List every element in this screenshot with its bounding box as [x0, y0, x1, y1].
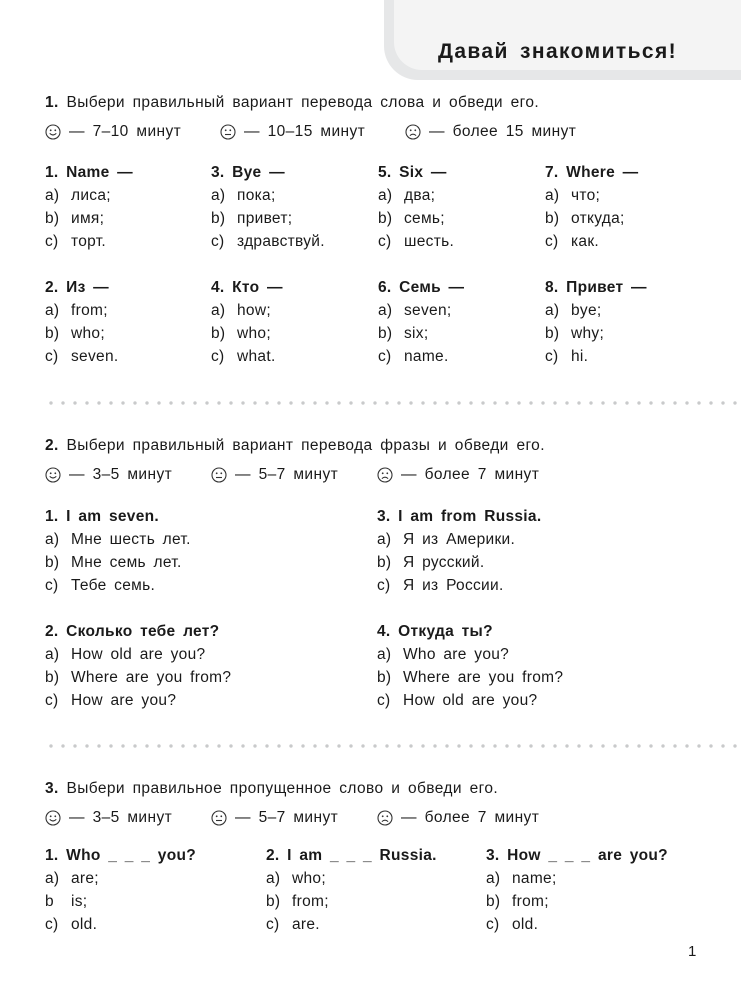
- task2-question-3: [377, 505, 541, 597]
- question-head: 7. Where —: [545, 164, 639, 181]
- answer-option[interactable]: b) Where are you from?: [45, 669, 232, 686]
- smile-face-icon: [45, 810, 61, 826]
- task1-question-6: [378, 276, 464, 368]
- answer-option[interactable]: b is;: [45, 893, 88, 910]
- answer-option[interactable]: c) How old are you?: [377, 692, 538, 709]
- answer-option[interactable]: b) откуда;: [545, 210, 625, 227]
- neutral-face-icon: [220, 124, 236, 140]
- page-number: 1: [688, 943, 697, 960]
- answer-option[interactable]: c) Я из России.: [377, 577, 504, 594]
- answer-option[interactable]: c) old.: [486, 916, 539, 933]
- answer-option[interactable]: a) что;: [545, 187, 601, 204]
- sad-face-icon: [405, 124, 421, 140]
- answer-option[interactable]: b) why;: [545, 325, 605, 342]
- answer-option[interactable]: a) пока;: [211, 187, 276, 204]
- timing-fast: [45, 809, 211, 827]
- question-head: 2. Сколько тебе лет?: [45, 623, 220, 640]
- timing-slow: [377, 466, 539, 484]
- task1-question-7: [545, 161, 638, 253]
- question-head: 2. I am _ _ _ Russia.: [266, 847, 437, 864]
- timing-fast: [45, 466, 211, 484]
- answer-option[interactable]: b) семь;: [378, 210, 445, 227]
- answer-option[interactable]: c) здравствуй.: [211, 233, 325, 250]
- timing-medium: [211, 466, 377, 484]
- answer-option[interactable]: a) name;: [486, 870, 557, 887]
- task-text: Выбери правильный вариант перевода слова и обведи его.: [66, 94, 540, 111]
- answer-option[interactable]: b) привет;: [211, 210, 293, 227]
- question-head: 1. Name —: [45, 164, 133, 181]
- answer-option[interactable]: a) Who are you?: [377, 646, 510, 663]
- sad-face-icon: [377, 810, 393, 826]
- task3-question-2: [266, 844, 437, 936]
- task-text: Выбери правильный вариант перевода фразы и обведи его.: [66, 437, 545, 454]
- task3-instruction: [45, 780, 498, 798]
- task1-question-5: [378, 161, 454, 253]
- timing-text: — 5–7 минут: [235, 466, 339, 483]
- timing-text: — 7–10 минут: [69, 123, 182, 140]
- question-head: 3. Bye —: [211, 164, 285, 181]
- answer-option[interactable]: b) Я русский.: [377, 554, 485, 571]
- question-head: 8. Привет —: [545, 279, 647, 296]
- answer-option[interactable]: a) bye;: [545, 302, 602, 319]
- task-number: 2.: [45, 437, 59, 454]
- task3-question-1: [45, 844, 196, 936]
- question-head: 4. Кто —: [211, 279, 283, 296]
- timing-medium: [211, 809, 377, 827]
- section-divider: [45, 744, 741, 748]
- task2-question-2: [45, 620, 231, 712]
- smile-face-icon: [45, 467, 61, 483]
- answer-option[interactable]: b) six;: [378, 325, 429, 342]
- answer-option[interactable]: b) Мне семь лет.: [45, 554, 182, 571]
- timing-text: — 3–5 минут: [69, 466, 173, 483]
- question-head: 2. Из —: [45, 279, 109, 296]
- task1-instruction: [45, 94, 539, 112]
- neutral-face-icon: [211, 467, 227, 483]
- task2-question-1: [45, 505, 191, 597]
- answer-option[interactable]: a) who;: [266, 870, 326, 887]
- answer-option[interactable]: a) Я из Америки.: [377, 531, 516, 548]
- page-title: Давай знакомиться!: [437, 40, 677, 63]
- neutral-face-icon: [211, 810, 227, 826]
- task1-question-1: [45, 161, 133, 253]
- answer-option[interactable]: a) лиса;: [45, 187, 111, 204]
- answer-option[interactable]: c) Тебе семь.: [45, 577, 156, 594]
- answer-option[interactable]: b) имя;: [45, 210, 105, 227]
- answer-option[interactable]: c) hi.: [545, 348, 589, 365]
- task1-timing: [45, 122, 576, 142]
- answer-option[interactable]: b) Where are you from?: [377, 669, 564, 686]
- timing-text: — 10–15 минут: [244, 123, 366, 140]
- answer-option[interactable]: c) seven.: [45, 348, 119, 365]
- answer-option[interactable]: c) How are you?: [45, 692, 177, 709]
- question-head: 5. Six —: [378, 164, 447, 181]
- question-head: 1. Who _ _ _ you?: [45, 847, 197, 864]
- timing-text: — более 7 минут: [401, 466, 540, 483]
- question-head: 4. Откуда ты?: [377, 623, 493, 640]
- question-head: 1. I am seven.: [45, 508, 160, 525]
- task-number: 1.: [45, 94, 59, 111]
- task2-question-4: [377, 620, 563, 712]
- timing-medium: [220, 123, 405, 141]
- answer-option[interactable]: b) from;: [486, 893, 549, 910]
- task2-timing: [45, 465, 539, 485]
- task1-question-8: [545, 276, 647, 368]
- question-head: 3. I am from Russia.: [377, 508, 542, 525]
- smile-face-icon: [45, 124, 61, 140]
- answer-option[interactable]: a) Мне шесть лет.: [45, 531, 191, 548]
- task1-question-4: [211, 276, 283, 368]
- answer-option[interactable]: b) from;: [266, 893, 329, 910]
- answer-option[interactable]: b) who;: [211, 325, 271, 342]
- answer-option[interactable]: c) name.: [378, 348, 449, 365]
- answer-option[interactable]: c) are.: [266, 916, 320, 933]
- task1-question-2: [45, 276, 118, 368]
- answer-option[interactable]: c) what.: [211, 348, 276, 365]
- answer-option[interactable]: a) seven;: [378, 302, 452, 319]
- answer-option[interactable]: c) шесть.: [378, 233, 455, 250]
- timing-fast: [45, 123, 220, 141]
- answer-option[interactable]: a) from;: [45, 302, 108, 319]
- answer-option[interactable]: b) who;: [45, 325, 105, 342]
- timing-text: — более 7 минут: [401, 809, 540, 826]
- answer-option[interactable]: a) how;: [211, 302, 271, 319]
- answer-option[interactable]: a) How old are you?: [45, 646, 206, 663]
- task3-question-3: [486, 844, 668, 936]
- task2-instruction: [45, 437, 545, 455]
- task3-timing: [45, 808, 539, 828]
- answer-option[interactable]: c) как.: [545, 233, 600, 250]
- task-text: Выбери правильное пропущенное слово и обведи его.: [66, 780, 499, 797]
- section-divider: [45, 401, 741, 405]
- answer-option[interactable]: c) old.: [45, 916, 98, 933]
- answer-option[interactable]: a) два;: [378, 187, 436, 204]
- timing-text: — 3–5 минут: [69, 809, 173, 826]
- task1-question-3: [211, 161, 325, 253]
- sad-face-icon: [377, 467, 393, 483]
- task-number: 3.: [45, 780, 59, 797]
- question-head: 6. Семь —: [378, 279, 465, 296]
- question-head: 3. How _ _ _ are you?: [486, 847, 668, 864]
- timing-slow: [377, 809, 539, 827]
- timing-text: — более 15 минут: [429, 123, 577, 140]
- answer-option[interactable]: c) торт.: [45, 233, 107, 250]
- timing-text: — 5–7 минут: [235, 809, 339, 826]
- answer-option[interactable]: a) are;: [45, 870, 99, 887]
- timing-slow: [405, 123, 576, 141]
